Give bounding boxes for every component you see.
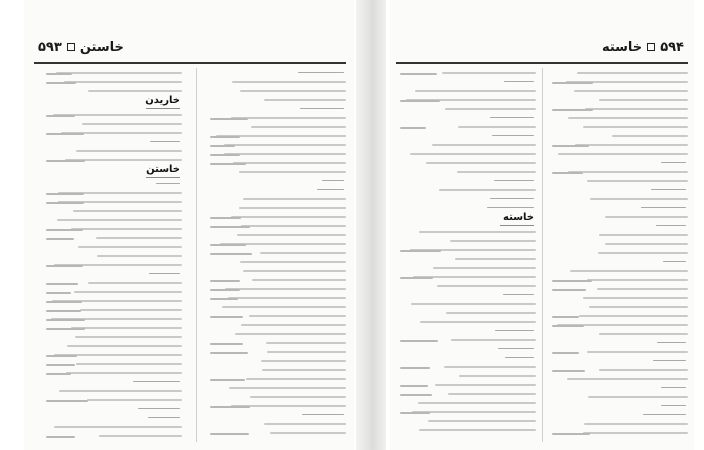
entry-text-line bbox=[451, 339, 536, 341]
entry-text-line bbox=[239, 207, 346, 209]
entry-text-line bbox=[66, 372, 182, 374]
entry-text-line bbox=[64, 81, 182, 83]
entry-sub-heading-line bbox=[656, 225, 686, 226]
entry-sub-heading-line bbox=[503, 294, 534, 295]
entry-text-line bbox=[412, 411, 536, 413]
entry-reference-line bbox=[400, 412, 430, 414]
entry-text-line bbox=[97, 255, 182, 257]
entry-reference-line bbox=[46, 229, 83, 231]
entry-text-line bbox=[251, 126, 346, 128]
entry-text-line bbox=[588, 396, 688, 398]
entry-text-line bbox=[446, 312, 536, 314]
entry-text-line bbox=[587, 180, 688, 182]
entry-text-line bbox=[246, 378, 346, 380]
entry-text-line bbox=[410, 153, 536, 155]
entry-sub-heading-line bbox=[490, 198, 534, 199]
entry-text-line bbox=[442, 72, 536, 74]
entry-sub-heading-line bbox=[138, 408, 180, 409]
entry-text-line bbox=[568, 117, 688, 119]
entry-text-line bbox=[78, 246, 182, 248]
entry-text-line bbox=[250, 396, 346, 398]
entry-reference-line bbox=[210, 226, 250, 228]
page-right-column-right bbox=[552, 68, 688, 442]
entry-text-line bbox=[260, 252, 346, 254]
entry-reference-line bbox=[210, 280, 240, 282]
entry-sub-heading-line bbox=[661, 387, 686, 388]
entry-reference-line bbox=[210, 244, 246, 246]
entry-text-line bbox=[87, 399, 182, 401]
header-box-icon bbox=[647, 43, 655, 51]
entry-sub-heading-line bbox=[149, 273, 180, 274]
entry-text-line bbox=[59, 390, 182, 392]
entry-sub-heading-line bbox=[148, 417, 180, 418]
page-right-column-left bbox=[400, 68, 536, 442]
entry-text-line bbox=[239, 171, 346, 173]
entry-headword: خاریدن bbox=[145, 95, 180, 106]
entry-reference-line bbox=[552, 370, 585, 372]
entry-reference-line bbox=[552, 280, 592, 282]
entry-text-line bbox=[266, 342, 346, 344]
entry-text-line bbox=[76, 363, 182, 365]
entry-reference-line bbox=[210, 118, 248, 120]
entry-text-line bbox=[73, 210, 182, 212]
entry-reference-line bbox=[552, 316, 579, 318]
entry-text-line bbox=[228, 297, 346, 299]
entry-sub-heading-line bbox=[661, 405, 686, 406]
entry-text-line bbox=[445, 108, 536, 110]
entry-text-line bbox=[264, 423, 346, 425]
entry-reference-line bbox=[400, 73, 437, 75]
entry-text-line bbox=[74, 291, 182, 293]
entry-text-line bbox=[567, 378, 688, 380]
entry-text-line bbox=[243, 198, 346, 200]
entry-sub-heading-line bbox=[487, 207, 534, 208]
entry-reference-line bbox=[210, 154, 240, 156]
entry-text-line bbox=[96, 237, 183, 239]
entry-text-line bbox=[457, 171, 536, 173]
entry-reference-line bbox=[46, 301, 82, 303]
entry-text-line bbox=[435, 384, 536, 386]
entry-reference-line bbox=[46, 310, 81, 312]
entry-reference-line bbox=[552, 172, 583, 174]
entry-text-line bbox=[71, 327, 182, 329]
entry-reference-line bbox=[46, 82, 76, 84]
entry-text-line bbox=[583, 432, 688, 434]
entry-text-line bbox=[75, 336, 182, 338]
entry-text-line bbox=[418, 402, 536, 404]
entry-text-line bbox=[240, 90, 346, 92]
entry-text-line bbox=[568, 171, 688, 173]
entry-sub-heading-line bbox=[302, 414, 344, 415]
entry-text-line bbox=[455, 258, 536, 260]
entry-sub-heading-line bbox=[298, 72, 344, 73]
entry-text-line bbox=[222, 306, 346, 308]
entry-sub-heading-line bbox=[150, 141, 180, 142]
entry-text-line bbox=[240, 261, 346, 263]
entry-text-line bbox=[599, 369, 688, 371]
entry-text-line bbox=[448, 393, 536, 395]
column-divider bbox=[542, 68, 543, 442]
entry-sub-heading-line bbox=[643, 414, 686, 415]
entry-text-line bbox=[577, 72, 688, 74]
entry-reference-line bbox=[46, 73, 72, 75]
entry-text-line bbox=[605, 243, 688, 245]
entry-reference-line bbox=[400, 385, 428, 387]
entry-reference-line bbox=[552, 352, 579, 354]
entry-text-line bbox=[232, 81, 346, 83]
entry-reference-line bbox=[210, 406, 250, 408]
entry-text-line bbox=[585, 108, 688, 110]
entry-headword: خاستن bbox=[146, 164, 180, 175]
entry-text-line bbox=[597, 288, 688, 290]
entry-text-line bbox=[459, 375, 536, 377]
entry-reference-line bbox=[400, 394, 432, 396]
page-left-column-right bbox=[210, 68, 346, 442]
entry-reference-line bbox=[46, 436, 75, 438]
book-gutter bbox=[356, 0, 386, 450]
entry-sub-heading-line bbox=[663, 261, 686, 262]
entry-text-line bbox=[233, 162, 346, 164]
page-left-running-head: خاستن bbox=[79, 39, 124, 55]
entry-text-line bbox=[587, 351, 688, 353]
entry-reference-line bbox=[400, 250, 441, 252]
page-right bbox=[390, 0, 694, 450]
entry-text-line bbox=[262, 369, 346, 371]
entry-reference-line bbox=[400, 340, 438, 342]
page-right-running-head: خاسته bbox=[601, 39, 643, 55]
entry-text-line bbox=[54, 426, 182, 428]
entry-sub-heading-line bbox=[657, 342, 686, 343]
entry-text-line bbox=[76, 150, 182, 152]
entry-text-line bbox=[599, 99, 688, 101]
entry-reference-line bbox=[210, 163, 246, 165]
entry-reference-line bbox=[552, 325, 584, 327]
entry-text-line bbox=[237, 234, 346, 236]
entry-text-line bbox=[231, 216, 346, 218]
entry-reference-line bbox=[46, 133, 84, 135]
headword-underline bbox=[146, 177, 180, 178]
entry-reference-line bbox=[46, 202, 84, 204]
entry-sub-heading-line bbox=[133, 381, 180, 382]
header-box-icon bbox=[67, 43, 75, 51]
entry-text-line bbox=[599, 234, 688, 236]
entry-reference-line bbox=[46, 364, 75, 366]
entry-reference-line bbox=[552, 82, 593, 84]
entry-text-line bbox=[599, 333, 688, 335]
entry-reference-line bbox=[400, 100, 440, 102]
entry-text-line bbox=[558, 153, 688, 155]
entry-text-line bbox=[80, 309, 182, 311]
entry-text-line bbox=[426, 162, 536, 164]
entry-reference-line bbox=[552, 433, 590, 435]
page-right-number: ۵۹۴ bbox=[660, 39, 684, 55]
entry-text-line bbox=[241, 324, 346, 326]
entry-text-line bbox=[88, 282, 182, 284]
entry-text-line bbox=[437, 285, 536, 287]
entry-text-line bbox=[598, 252, 688, 254]
entry-sub-heading-line bbox=[492, 135, 534, 136]
entry-sub-heading-line bbox=[156, 183, 180, 184]
column-divider bbox=[196, 68, 197, 442]
entry-text-line bbox=[590, 198, 688, 200]
entry-reference-line bbox=[210, 298, 238, 300]
entry-text-line bbox=[411, 303, 536, 305]
page-left-column-left bbox=[46, 68, 182, 442]
entry-reference-line bbox=[210, 433, 249, 435]
entry-text-line bbox=[433, 267, 536, 269]
entry-text-line bbox=[67, 345, 182, 347]
entry-text-line bbox=[57, 219, 182, 221]
entry-text-line bbox=[231, 117, 346, 119]
entry-text-line bbox=[225, 288, 346, 290]
page-left-header-rule bbox=[34, 62, 346, 64]
entry-text-line bbox=[575, 144, 688, 146]
page-right-header bbox=[602, 36, 684, 58]
entry-reference-line bbox=[46, 292, 71, 294]
entry-text-line bbox=[570, 270, 688, 272]
entry-sub-heading-line bbox=[641, 207, 686, 208]
entry-text-line bbox=[583, 126, 688, 128]
entry-text-line bbox=[415, 90, 536, 92]
entry-text-line bbox=[235, 333, 346, 335]
entry-text-line bbox=[243, 270, 346, 272]
entry-text-line bbox=[450, 240, 536, 242]
entry-sub-heading-line bbox=[300, 108, 344, 109]
entry-text-line bbox=[419, 231, 536, 233]
page-right-header-rule bbox=[396, 62, 688, 64]
entry-text-line bbox=[605, 216, 688, 218]
entry-sub-heading-line bbox=[494, 180, 534, 181]
entry-reference-line bbox=[46, 400, 88, 402]
entry-text-line bbox=[56, 72, 182, 74]
entry-sub-heading-line bbox=[495, 330, 534, 331]
entry-text-line bbox=[99, 435, 182, 437]
entry-reference-line bbox=[46, 373, 71, 375]
entry-reference-line bbox=[210, 316, 243, 318]
headword-underline bbox=[500, 225, 534, 226]
entry-text-line bbox=[583, 297, 688, 299]
entry-sub-heading-line bbox=[505, 357, 534, 358]
entry-headword: خاسته bbox=[503, 212, 534, 223]
entry-text-line bbox=[584, 423, 688, 425]
entry-reference-line bbox=[46, 265, 83, 267]
entry-sub-heading-line bbox=[504, 81, 534, 82]
entry-text-line bbox=[224, 144, 346, 146]
entry-text-line bbox=[71, 228, 182, 230]
entry-reference-line bbox=[552, 289, 586, 291]
entry-sub-heading-line bbox=[490, 117, 534, 118]
entry-reference-line bbox=[210, 217, 241, 219]
entry-reference-line bbox=[46, 355, 77, 357]
entry-text-line bbox=[432, 144, 536, 146]
entry-reference-line bbox=[400, 367, 430, 369]
page-left bbox=[24, 0, 354, 450]
entry-text-line bbox=[612, 135, 688, 137]
entry-text-line bbox=[249, 315, 346, 317]
entry-sub-heading-line bbox=[661, 162, 686, 163]
entry-reference-line bbox=[552, 145, 589, 147]
page-left-header bbox=[38, 36, 124, 58]
entry-text-line bbox=[261, 360, 346, 362]
entry-text-line bbox=[419, 429, 536, 431]
entry-text-line bbox=[420, 321, 536, 323]
headword-underline bbox=[146, 108, 180, 109]
entry-text-line bbox=[587, 279, 688, 281]
entry-text-line bbox=[589, 306, 688, 308]
entry-reference-line bbox=[46, 160, 85, 162]
entry-text-line bbox=[444, 366, 536, 368]
entry-reference-line bbox=[210, 352, 248, 354]
entry-reference-line bbox=[210, 145, 235, 147]
entry-reference-line bbox=[552, 109, 593, 111]
entry-sub-heading-line bbox=[317, 189, 344, 190]
entry-sub-heading-line bbox=[322, 180, 344, 181]
entry-reference-line bbox=[210, 289, 240, 291]
entry-text-line bbox=[224, 153, 346, 155]
entry-sub-heading-line bbox=[653, 360, 686, 361]
entry-reference-line bbox=[46, 238, 74, 240]
entry-reference-line bbox=[46, 319, 85, 321]
entry-reference-line bbox=[46, 193, 84, 195]
entry-reference-line bbox=[210, 136, 240, 138]
entry-reference-line bbox=[400, 277, 433, 279]
entry-text-line bbox=[439, 189, 536, 191]
entry-text-line bbox=[428, 420, 536, 422]
entry-text-line bbox=[264, 99, 346, 101]
entry-text-line bbox=[458, 126, 536, 128]
entry-text-line bbox=[241, 225, 346, 227]
entry-text-line bbox=[574, 90, 688, 92]
entry-sub-heading-line bbox=[498, 348, 534, 349]
entry-reference-line bbox=[46, 283, 78, 285]
entry-reference-line bbox=[210, 253, 252, 255]
entry-text-line bbox=[229, 387, 346, 389]
entry-text-line bbox=[82, 123, 182, 125]
entry-text-line bbox=[579, 315, 688, 317]
entry-reference-line bbox=[210, 343, 243, 345]
entry-text-line bbox=[88, 90, 182, 92]
entry-text-line bbox=[252, 279, 346, 281]
entry-reference-line bbox=[46, 328, 85, 330]
entry-sub-heading-line bbox=[651, 189, 686, 190]
entry-reference-line bbox=[46, 115, 75, 117]
entry-text-line bbox=[270, 432, 346, 434]
entry-text-line bbox=[267, 351, 346, 353]
entry-reference-line bbox=[400, 127, 426, 129]
entry-reference-line bbox=[210, 379, 245, 381]
page-left-number: ۵۹۳ bbox=[38, 39, 62, 55]
